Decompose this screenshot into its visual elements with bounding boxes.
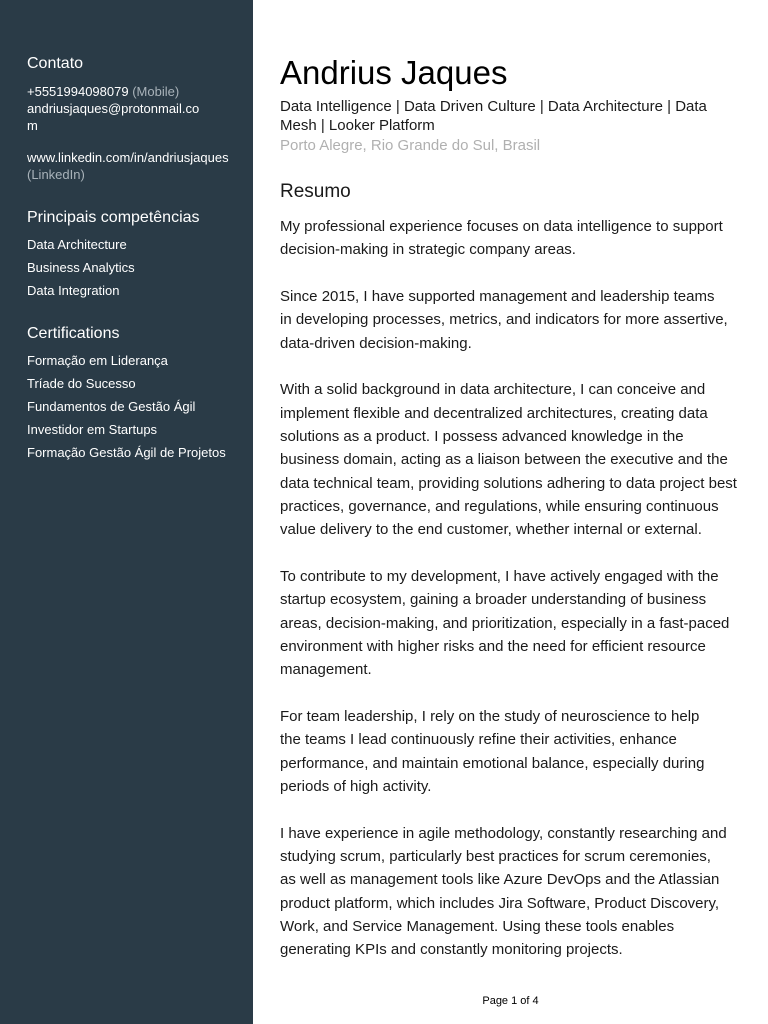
phone-type: (Mobile) xyxy=(132,84,180,99)
summary-paragraph xyxy=(280,285,742,355)
summary-paragraph xyxy=(280,822,742,962)
summary-line: For team leadership, I rely on the study of neuroscience to help xyxy=(280,708,700,726)
linkedin-link[interactable]: www.linkedin.com/in/andriusjaques xyxy=(27,150,229,165)
summary-line: value delivery to the end customer, whether internal or external. xyxy=(280,521,702,539)
certifications-section xyxy=(27,324,245,467)
summary-line: Since 2015, I have supported management and leadership teams xyxy=(280,288,715,306)
certification-item: Formação em Liderança xyxy=(27,353,168,368)
summary-paragraph xyxy=(280,705,742,798)
skill-item: Data Architecture xyxy=(27,237,127,252)
summary-paragraph xyxy=(280,378,742,541)
certification-item: Tríade do Sucesso xyxy=(27,376,136,391)
summary-paragraph xyxy=(280,565,742,681)
summary-line: With a solid background in data architecture, I can conceive and xyxy=(280,381,706,399)
certifications-heading: Certifications xyxy=(27,325,120,342)
summary-line: startup ecosystem, gaining a broader understanding of business xyxy=(280,591,707,609)
summary-line: data technical team, providing solutions adhering to data project best xyxy=(280,474,737,492)
summary-paragraph xyxy=(280,215,742,262)
summary-line: business domain, acting as a liaison between the executive and the xyxy=(280,451,728,469)
summary-line: in developing processes, metrics, and indicators for more assertive, xyxy=(280,311,728,329)
linkedin-type: (LinkedIn) xyxy=(27,167,85,182)
summary-line: My professional experience focuses on data intelligence to support xyxy=(280,218,723,235)
contact-section xyxy=(27,54,245,183)
skills-section xyxy=(27,208,245,305)
summary-line: periods of high activity. xyxy=(280,777,432,795)
skills-heading: Principais competências xyxy=(27,209,200,226)
certification-item: Investidor em Startups xyxy=(27,422,158,437)
summary-line: management. xyxy=(280,661,372,679)
summary-line: environment with higher risks and the need for efficient resource xyxy=(280,637,706,655)
skill-item: Data Integration xyxy=(27,283,120,298)
summary-line: I have experience in agile methodology, constantly researching and xyxy=(280,824,727,842)
sidebar xyxy=(0,0,253,1024)
summary-line: practices, governance, and regulations, while ensuring continuous xyxy=(280,497,719,515)
summary-line: generating KPIs and constantly monitoring projects. xyxy=(280,941,623,959)
summary-body xyxy=(280,215,742,985)
summary-line: Work, and Service Management. Using these tools enables xyxy=(280,917,675,935)
summary-line: implement flexible and decentralized architectures, creating data xyxy=(280,404,708,422)
summary-line: product platform, which includes Jira Software, Product Discovery, xyxy=(280,894,720,912)
page-number: Page 1 of 4 xyxy=(482,995,539,1007)
certification-item: Formação Gestão Ágil de Projetos xyxy=(27,445,226,460)
summary-line: decision-making in strategic company areas. xyxy=(280,241,576,259)
email-link[interactable]: andriusjaques@protonmail.com xyxy=(27,101,200,133)
location: Porto Alegre, Rio Grande do Sul, Brasil xyxy=(280,137,541,154)
summary-line: performance, and maintain emotional balance, especially during xyxy=(280,754,705,772)
summary-title: Resumo xyxy=(280,181,351,202)
headline: Data Intelligence | Data Driven Culture | Data Architecture | Data Mesh | Looker Platform xyxy=(280,98,707,134)
summary-line: data-driven decision-making. xyxy=(280,334,472,352)
summary-line: studying scrum, particularly best practices for scrum ceremonies, xyxy=(280,848,711,866)
contact-heading: Contato xyxy=(27,55,84,72)
certification-item: Fundamentos de Gestão Ágil xyxy=(27,399,196,414)
summary-line: areas, decision-making, and prioritization, especially in a fast-paced xyxy=(280,614,730,632)
skill-item: Business Analytics xyxy=(27,260,135,275)
person-name: Andrius Jaques xyxy=(280,54,508,91)
phone-number[interactable]: +5551994098079 xyxy=(27,84,129,99)
summary-line: To contribute to my development, I have actively engaged with the xyxy=(280,568,719,586)
summary-line: solutions as a product. I possess advanced knowledge in the xyxy=(280,428,684,446)
summary-line: the teams I lead continuously refine their activities, enhance xyxy=(280,731,677,749)
phone-line xyxy=(27,83,245,100)
summary-line: as well as management tools like Azure DevOps and the Atlassian xyxy=(280,871,720,889)
